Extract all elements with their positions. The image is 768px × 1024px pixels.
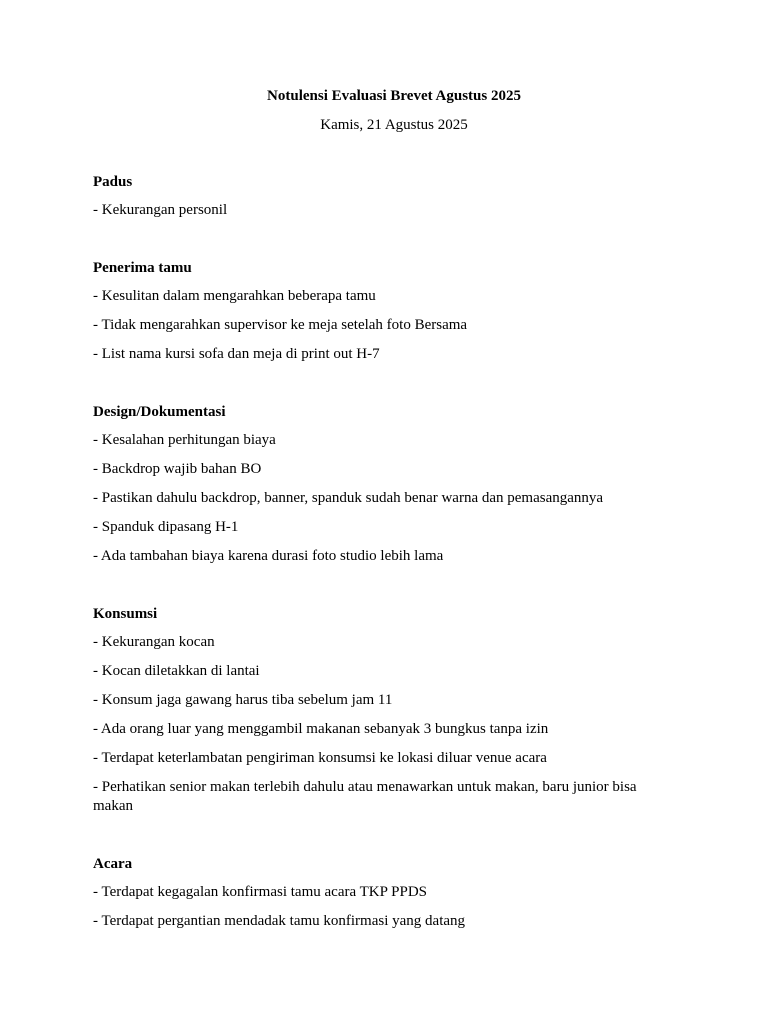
list-item: - Backdrop wajib bahan BO [93,461,262,477]
list-item: - Ada orang luar yang menggambil makanan sebanyak 3 bungkus tanpa izin [93,721,549,737]
list-item: - Terdapat pergantian mendadak tamu konfirmasi yang datang [93,913,466,929]
section-heading: Konsumsi [93,606,158,622]
list-item: - Kekurangan personil [93,202,228,218]
list-item: - Kocan diletakkan di lantai [93,663,260,679]
list-item: - Ada tambahan biaya karena durasi foto studio lebih lama [93,548,444,564]
section-heading: Padus [93,174,133,190]
section-padus [93,172,673,220]
list-item: - Kekurangan kocan [93,634,215,650]
document-title: Notulensi Evaluasi Brevet Agustus 2025 [267,88,521,104]
section-heading: Design/Dokumentasi [93,404,226,420]
list-item: - Terdapat keterlambatan pengiriman konsumsi ke lokasi diluar venue acara [93,750,547,766]
list-item: - Kesalahan perhitungan biaya [93,432,276,448]
list-item: - List nama kursi sofa dan meja di print out H-7 [93,346,380,362]
list-item: - Konsum jaga gawang harus tiba sebelum jam 11 [93,692,393,708]
section-penerima-tamu [93,258,673,364]
list-item: - Pastikan dahulu backdrop, banner, spanduk sudah benar warna dan pemasangannya [93,490,604,506]
section-heading: Penerima tamu [93,260,192,276]
document-page [93,86,673,941]
list-item: - Kesulitan dalam mengarahkan beberapa tamu [93,288,376,304]
sections-container [93,172,673,931]
section-design-dokumentasi [93,402,673,566]
section-acara [93,854,673,931]
list-item: - Tidak mengarahkan supervisor ke meja setelah foto Bersama [93,317,468,333]
list-item: - Terdapat kegagalan konfirmasi tamu acara TKP PPDS [93,884,427,900]
list-item: - Perhatikan senior makan terlebih dahulu atau menawarkan untuk makan, baru junior bisa makan [93,779,637,814]
section-heading: Acara [93,856,133,872]
document-date: Kamis, 21 Agustus 2025 [320,117,468,133]
list-item: - Spanduk dipasang H-1 [93,519,239,535]
section-konsumsi [93,604,673,816]
